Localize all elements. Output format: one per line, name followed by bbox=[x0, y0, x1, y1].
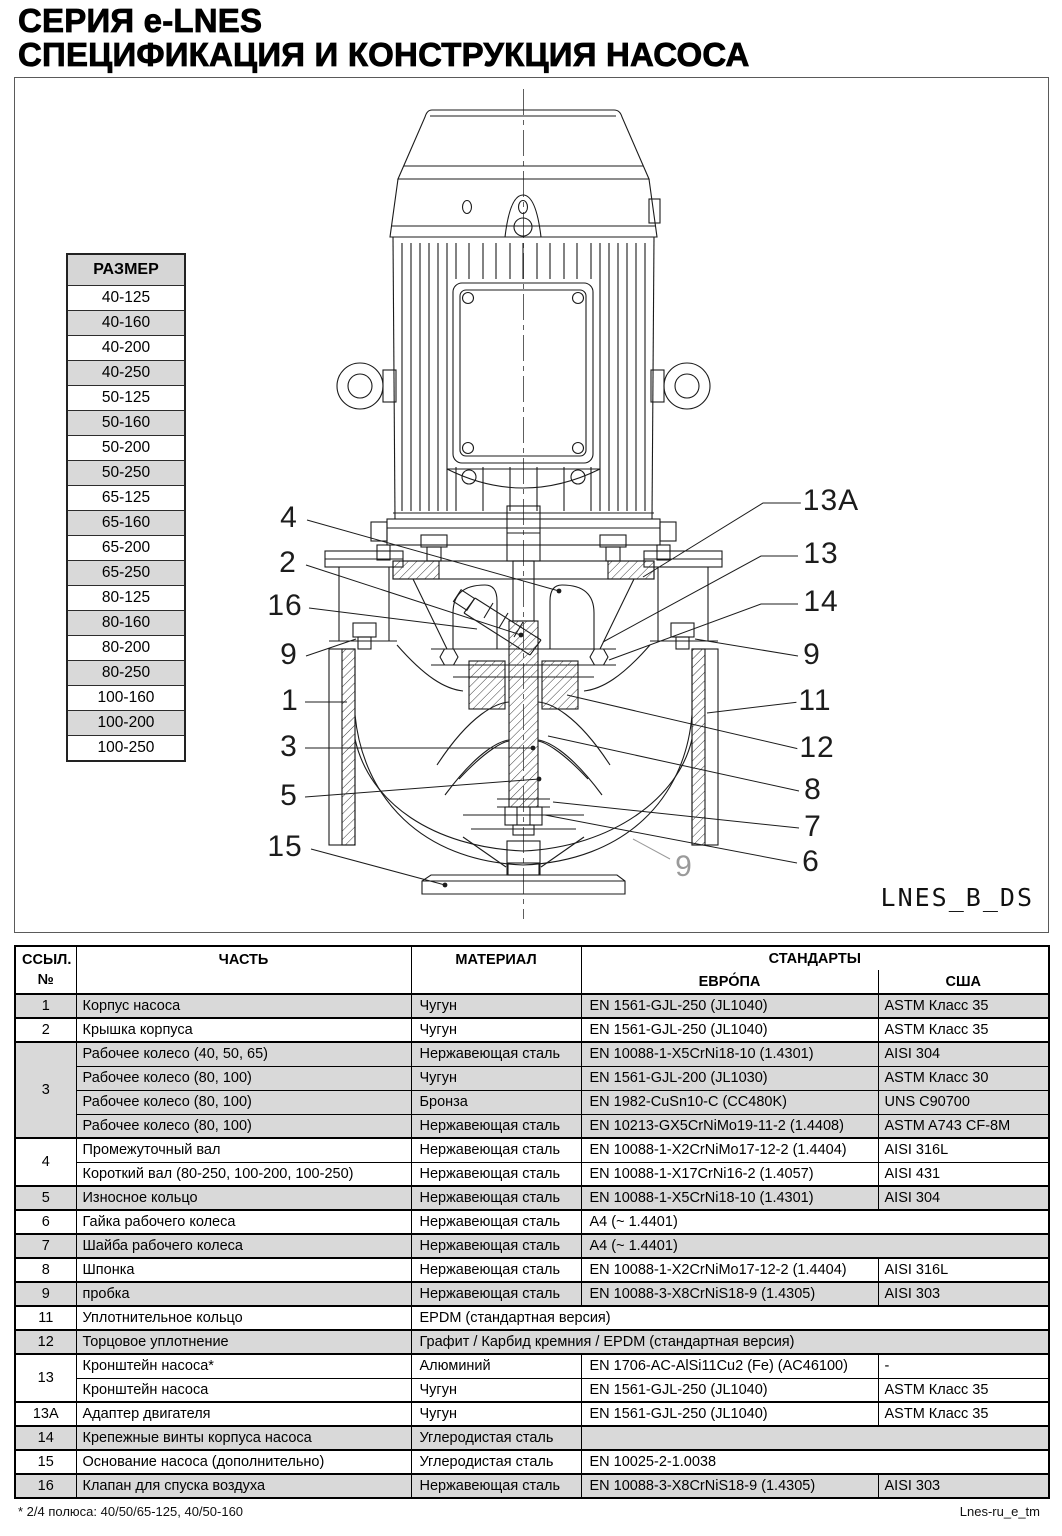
parts-group-3 bbox=[15, 1042, 1049, 1138]
size-value: 80-125 bbox=[67, 586, 185, 611]
size-value: 65-160 bbox=[67, 511, 185, 536]
part-cell: Клапан для спуска воздуха bbox=[76, 1474, 411, 1498]
parts-group-6 bbox=[15, 1210, 1049, 1234]
size-value: 65-200 bbox=[67, 536, 185, 561]
usa-standard-cell: ASTM Класс 35 bbox=[878, 1402, 1049, 1426]
page-title bbox=[18, 4, 750, 72]
callout-16: 16 bbox=[267, 589, 303, 622]
material-cell: Чугун bbox=[411, 1066, 581, 1090]
table-row bbox=[15, 1450, 1049, 1474]
parts-group-5 bbox=[15, 1186, 1049, 1210]
europe-standard-cell bbox=[581, 1426, 1049, 1450]
part-cell: Кронштейн насоса bbox=[76, 1378, 411, 1402]
parts-group-11 bbox=[15, 1306, 1049, 1330]
footnote: * 2/4 полюса: 40/50/65-125, 40/50-160 bbox=[18, 1504, 244, 1519]
col-header-ref-line1: ССЫЛ. bbox=[22, 952, 72, 968]
col-header-material: МАТЕРИАЛ bbox=[411, 946, 581, 994]
pump-drawing-lines bbox=[325, 89, 722, 919]
parts-group-15 bbox=[15, 1450, 1049, 1474]
material-cell: Бронза bbox=[411, 1090, 581, 1114]
leader-line-8 bbox=[548, 736, 799, 791]
table-row bbox=[15, 1090, 1049, 1114]
col-header-europe: ЕВРО́ПА bbox=[581, 970, 878, 994]
leader-line-11 bbox=[707, 702, 799, 713]
europe-standard-cell: EN 1706-AC-AlSi11Cu2 (Fe) (AC46100) bbox=[581, 1354, 878, 1378]
table-row bbox=[15, 1114, 1049, 1138]
callout-8: 8 bbox=[804, 773, 822, 806]
material-cell: Углеродистая сталь bbox=[411, 1450, 581, 1474]
parts-group-8 bbox=[15, 1258, 1049, 1282]
callout-12: 12 bbox=[799, 731, 835, 764]
usa-standard-cell: - bbox=[878, 1354, 1049, 1378]
material-cell: Нержавеющая сталь bbox=[411, 1474, 581, 1498]
leader-line-5 bbox=[305, 779, 539, 797]
table-row bbox=[15, 1258, 1049, 1282]
callout-13A: 13A bbox=[802, 484, 860, 517]
table-row bbox=[15, 1354, 1049, 1378]
parts-group-16 bbox=[15, 1474, 1049, 1498]
table-row bbox=[15, 1042, 1049, 1066]
parts-table-header bbox=[15, 946, 1049, 994]
callout-9: 9 bbox=[675, 850, 693, 883]
callout-1: 1 bbox=[281, 684, 299, 717]
ref-cell: 3 bbox=[15, 1042, 76, 1138]
size-table-header: РАЗМЕР bbox=[67, 254, 185, 286]
usa-standard-cell: AISI 304 bbox=[878, 1042, 1049, 1066]
europe-standard-cell: EN 1561-GJL-250 (JL1040) bbox=[581, 994, 878, 1018]
size-value: 100-200 bbox=[67, 711, 185, 736]
size-value: 50-125 bbox=[67, 386, 185, 411]
drawing-code-label: LNES_B_DS bbox=[880, 883, 1034, 912]
parts-group-2 bbox=[15, 1018, 1049, 1042]
size-row bbox=[67, 286, 185, 311]
material-cell: Чугун bbox=[411, 1378, 581, 1402]
table-row bbox=[15, 1402, 1049, 1426]
ref-cell: 2 bbox=[15, 1018, 76, 1042]
europe-standard-cell: EN 10088-1-X17CrNi16-2 (1.4057) bbox=[581, 1162, 878, 1186]
table-row bbox=[15, 1378, 1049, 1402]
table-row bbox=[15, 1306, 1049, 1330]
part-cell: Корпус насоса bbox=[76, 994, 411, 1018]
size-row bbox=[67, 611, 185, 636]
leader-line-9 bbox=[695, 639, 798, 656]
material-cell: Нержавеющая сталь bbox=[411, 1258, 581, 1282]
table-row bbox=[15, 1138, 1049, 1162]
material-cell: Нержавеющая сталь bbox=[411, 1282, 581, 1306]
europe-standard-cell: EN 1982-CuSn10-C (CC480K) bbox=[581, 1090, 878, 1114]
callout-5: 5 bbox=[280, 779, 298, 812]
europe-standard-cell: A4 (~ 1.4401) bbox=[581, 1210, 1049, 1234]
part-cell: Промежуточный вал bbox=[76, 1138, 411, 1162]
parts-group-14 bbox=[15, 1426, 1049, 1450]
part-cell: Рабочее колесо (40, 50, 65) bbox=[76, 1042, 411, 1066]
part-cell: Шпонка bbox=[76, 1258, 411, 1282]
material-cell: Нержавеющая сталь bbox=[411, 1162, 581, 1186]
material-cell: Алюминий bbox=[411, 1354, 581, 1378]
ref-cell: 6 bbox=[15, 1210, 76, 1234]
parts-group-1 bbox=[15, 994, 1049, 1018]
part-cell: Рабочее колесо (80, 100) bbox=[76, 1090, 411, 1114]
size-row bbox=[67, 436, 185, 461]
europe-standard-cell: EN 10088-1-X5CrNi18-10 (1.4301) bbox=[581, 1042, 878, 1066]
material-cell: Нержавеющая сталь bbox=[411, 1138, 581, 1162]
ref-cell: 7 bbox=[15, 1234, 76, 1258]
size-value: 65-250 bbox=[67, 561, 185, 586]
table-row bbox=[15, 1474, 1049, 1498]
callout-4: 4 bbox=[280, 501, 298, 534]
parts-group-13 bbox=[15, 1354, 1049, 1402]
size-value: 80-250 bbox=[67, 661, 185, 686]
parts-group-7 bbox=[15, 1234, 1049, 1258]
material-cell: Чугун bbox=[411, 1402, 581, 1426]
size-row bbox=[67, 461, 185, 486]
europe-standard-cell: EN 1561-GJL-250 (JL1040) bbox=[581, 1378, 878, 1402]
size-row bbox=[67, 686, 185, 711]
usa-standard-cell: ASTM Класс 35 bbox=[878, 1018, 1049, 1042]
usa-standard-cell: ASTM A743 CF-8M bbox=[878, 1114, 1049, 1138]
col-header-ref bbox=[15, 946, 76, 994]
size-row bbox=[67, 336, 185, 361]
size-value: 50-250 bbox=[67, 461, 185, 486]
size-row bbox=[67, 661, 185, 686]
europe-standard-cell: A4 (~ 1.4401) bbox=[581, 1234, 1049, 1258]
table-row bbox=[15, 1018, 1049, 1042]
leader-line-6 bbox=[545, 815, 797, 863]
ref-cell: 15 bbox=[15, 1450, 76, 1474]
size-row bbox=[67, 561, 185, 586]
usa-standard-cell: AISI 304 bbox=[878, 1186, 1049, 1210]
size-row bbox=[67, 586, 185, 611]
size-value: 65-125 bbox=[67, 486, 185, 511]
size-table-body bbox=[67, 286, 185, 762]
size-value: 40-125 bbox=[67, 286, 185, 311]
title-line-1: СЕРИЯ e-LNES bbox=[18, 2, 263, 39]
europe-standard-cell: EN 10088-3-X8CrNiS18-9 (1.4305) bbox=[581, 1474, 878, 1498]
part-cell: Износное кольцо bbox=[76, 1186, 411, 1210]
leader-line-16 bbox=[309, 608, 477, 629]
part-cell: Короткий вал (80-250, 100-200, 100-250) bbox=[76, 1162, 411, 1186]
size-value: 40-160 bbox=[67, 311, 185, 336]
parts-group-13A bbox=[15, 1402, 1049, 1426]
size-row bbox=[67, 736, 185, 762]
usa-standard-cell: ASTM Класс 30 bbox=[878, 1066, 1049, 1090]
material-cell: Графит / Карбид кремния / EPDM (стандартная версия) bbox=[411, 1330, 1049, 1354]
material-cell: Нержавеющая сталь bbox=[411, 1114, 581, 1138]
callout-9: 9 bbox=[803, 638, 821, 671]
callout-2: 2 bbox=[279, 546, 297, 579]
leader-line-9 bbox=[633, 839, 670, 859]
part-cell: Рабочее колесо (80, 100) bbox=[76, 1114, 411, 1138]
size-value: 50-160 bbox=[67, 411, 185, 436]
size-value: 100-250 bbox=[67, 736, 185, 762]
part-cell: Рабочее колесо (80, 100) bbox=[76, 1066, 411, 1090]
size-value: 50-200 bbox=[67, 436, 185, 461]
callout-15: 15 bbox=[267, 830, 303, 863]
callout-13: 13 bbox=[803, 537, 839, 570]
size-value: 80-160 bbox=[67, 611, 185, 636]
size-row bbox=[67, 711, 185, 736]
ref-cell: 9 bbox=[15, 1282, 76, 1306]
leader-line-12 bbox=[567, 695, 799, 749]
material-cell: Нержавеющая сталь bbox=[411, 1234, 581, 1258]
size-row bbox=[67, 411, 185, 436]
leader-line-4 bbox=[307, 520, 559, 591]
ref-cell: 12 bbox=[15, 1330, 76, 1354]
callout-14: 14 bbox=[803, 585, 839, 618]
size-value: 40-200 bbox=[67, 336, 185, 361]
table-row bbox=[15, 1210, 1049, 1234]
ref-cell: 13 bbox=[15, 1354, 76, 1402]
size-row bbox=[67, 386, 185, 411]
table-row bbox=[15, 1066, 1049, 1090]
table-row bbox=[15, 1186, 1049, 1210]
part-cell: Кронштейн насоса* bbox=[76, 1354, 411, 1378]
europe-standard-cell: EN 10088-1-X2CrNiMo17-12-2 (1.4404) bbox=[581, 1138, 878, 1162]
material-cell: Нержавеющая сталь bbox=[411, 1042, 581, 1066]
ref-cell: 8 bbox=[15, 1258, 76, 1282]
part-cell: Адаптер двигателя bbox=[76, 1402, 411, 1426]
parts-group-4 bbox=[15, 1138, 1049, 1186]
col-header-usa: США bbox=[878, 970, 1049, 994]
size-row bbox=[67, 311, 185, 336]
ref-cell: 11 bbox=[15, 1306, 76, 1330]
size-row bbox=[67, 486, 185, 511]
usa-standard-cell: ASTM Класс 35 bbox=[878, 1378, 1049, 1402]
part-cell: Торцовое уплотнение bbox=[76, 1330, 411, 1354]
parts-table bbox=[14, 945, 1050, 1499]
size-table bbox=[66, 253, 186, 762]
part-cell: пробка bbox=[76, 1282, 411, 1306]
part-cell: Шайба рабочего колеса bbox=[76, 1234, 411, 1258]
part-cell: Гайка рабочего колеса bbox=[76, 1210, 411, 1234]
size-row bbox=[67, 511, 185, 536]
leader-line-15 bbox=[311, 849, 445, 885]
table-row bbox=[15, 1330, 1049, 1354]
europe-standard-cell: EN 1561-GJL-200 (JL1030) bbox=[581, 1066, 878, 1090]
usa-standard-cell: AISI 303 bbox=[878, 1282, 1049, 1306]
table-row bbox=[15, 1426, 1049, 1450]
part-cell: Крышка корпуса bbox=[76, 1018, 411, 1042]
col-header-part: ЧАСТЬ bbox=[76, 946, 411, 994]
ref-cell: 13A bbox=[15, 1402, 76, 1426]
size-row bbox=[67, 636, 185, 661]
material-cell: Нержавеющая сталь bbox=[411, 1210, 581, 1234]
material-cell: Чугун bbox=[411, 1018, 581, 1042]
table-row bbox=[15, 1234, 1049, 1258]
material-cell: Углеродистая сталь bbox=[411, 1426, 581, 1450]
size-value: 80-200 bbox=[67, 636, 185, 661]
part-cell: Основание насоса (дополнительно) bbox=[76, 1450, 411, 1474]
europe-standard-cell: EN 10025-2-1.0038 bbox=[581, 1450, 1049, 1474]
part-cell: Уплотнительное кольцо bbox=[76, 1306, 411, 1330]
col-header-standards: СТАНДАРТЫ bbox=[581, 946, 1049, 970]
callout-7: 7 bbox=[804, 810, 822, 843]
ref-cell: 16 bbox=[15, 1474, 76, 1498]
usa-standard-cell: ASTM Класс 35 bbox=[878, 994, 1049, 1018]
callout-6: 6 bbox=[802, 845, 820, 878]
usa-standard-cell: UNS C90700 bbox=[878, 1090, 1049, 1114]
pump-diagram-panel bbox=[14, 77, 1049, 933]
size-row bbox=[67, 536, 185, 561]
usa-standard-cell: AISI 316L bbox=[878, 1138, 1049, 1162]
col-header-ref-line2: № bbox=[37, 972, 54, 988]
europe-standard-cell: EN 1561-GJL-250 (JL1040) bbox=[581, 1018, 878, 1042]
europe-standard-cell: EN 10088-1-X2CrNiMo17-12-2 (1.4404) bbox=[581, 1258, 878, 1282]
size-row bbox=[67, 361, 185, 386]
size-value: 100-160 bbox=[67, 686, 185, 711]
ref-cell: 5 bbox=[15, 1186, 76, 1210]
ref-cell: 1 bbox=[15, 994, 76, 1018]
table-row bbox=[15, 1282, 1049, 1306]
title-line-2: СПЕЦИФИКАЦИЯ И КОНСТРУКЦИЯ НАСОСА bbox=[18, 36, 750, 73]
callout-11: 11 bbox=[798, 684, 832, 717]
callout-9: 9 bbox=[280, 638, 298, 671]
europe-standard-cell: EN 10088-3-X8CrNiS18-9 (1.4305) bbox=[581, 1282, 878, 1306]
usa-standard-cell: AISI 431 bbox=[878, 1162, 1049, 1186]
europe-standard-cell: EN 10088-1-X5CrNi18-10 (1.4301) bbox=[581, 1186, 878, 1210]
ref-cell: 4 bbox=[15, 1138, 76, 1186]
leader-line-7 bbox=[553, 802, 799, 828]
europe-standard-cell: EN 10213-GX5CrNiMo19-11-2 (1.4408) bbox=[581, 1114, 878, 1138]
material-cell: EPDM (стандартная версия) bbox=[411, 1306, 1049, 1330]
table-row bbox=[15, 994, 1049, 1018]
europe-standard-cell: EN 1561-GJL-250 (JL1040) bbox=[581, 1402, 878, 1426]
material-cell: Чугун bbox=[411, 994, 581, 1018]
table-row bbox=[15, 1162, 1049, 1186]
document-code: Lnes-ru_e_tm bbox=[959, 1504, 1040, 1519]
parts-group-12 bbox=[15, 1330, 1049, 1354]
usa-standard-cell: AISI 316L bbox=[878, 1258, 1049, 1282]
ref-cell: 14 bbox=[15, 1426, 76, 1450]
size-value: 40-250 bbox=[67, 361, 185, 386]
parts-group-9 bbox=[15, 1282, 1049, 1306]
usa-standard-cell: AISI 303 bbox=[878, 1474, 1049, 1498]
callout-3: 3 bbox=[280, 730, 298, 763]
part-cell: Крепежные винты корпуса насоса bbox=[76, 1426, 411, 1450]
material-cell: Нержавеющая сталь bbox=[411, 1186, 581, 1210]
